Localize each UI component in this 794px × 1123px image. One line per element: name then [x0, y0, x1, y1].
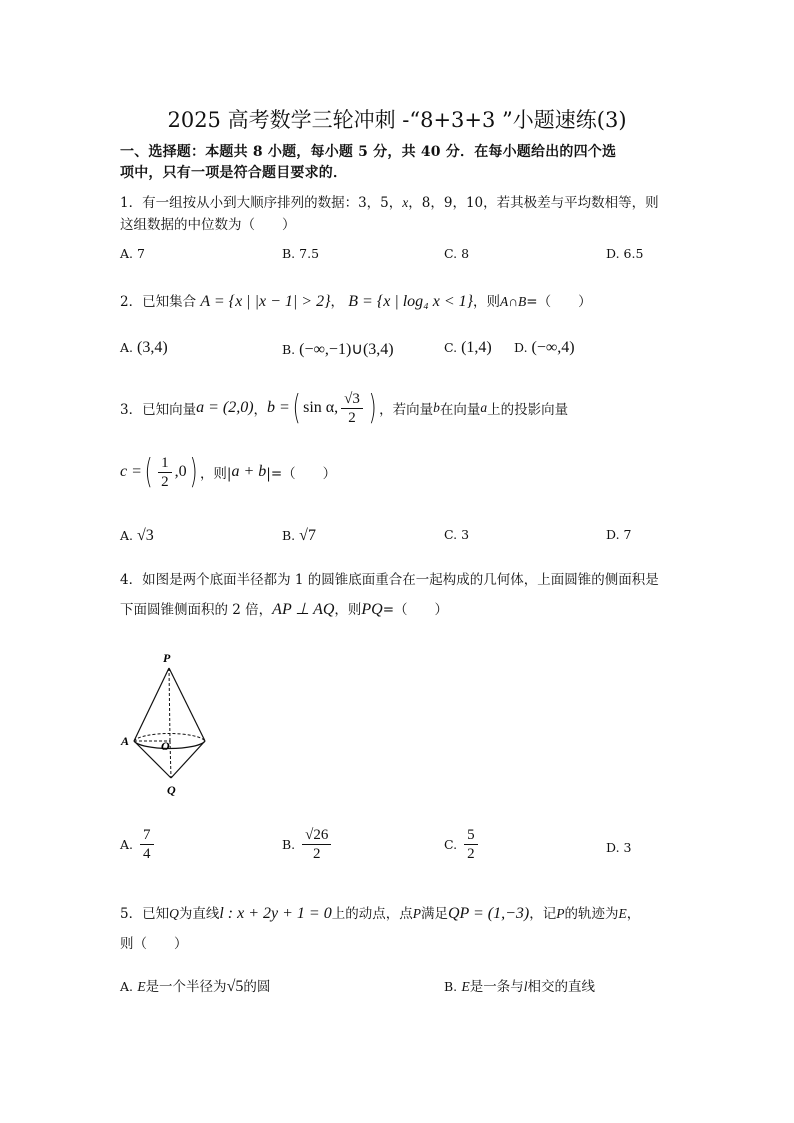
q4-option-c-den: 2 — [467, 846, 475, 862]
q3-option-a-text: √3 — [137, 527, 154, 544]
q5-option-a-var: E — [137, 979, 146, 994]
q5-var-p2: P — [556, 906, 565, 921]
q4-stem-line1: 4．如图是两个底面半径都为 1 的圆锥底面重合在一起构成的几何体，上面圆锥的侧面积是 — [120, 572, 659, 588]
q3-ask-b: |=（ ） — [266, 466, 337, 482]
section-instruction-line1: 一、选择题：本题共 8 小题，每小题 5 分，共 40 分．在每小题给出的四个选 — [120, 144, 617, 160]
q3-vector-b-num: √3 — [341, 390, 363, 409]
q4-text-b: ，则 — [334, 602, 362, 618]
q4-option-a-den: 4 — [143, 846, 151, 862]
q3-var-b: b — [433, 400, 440, 415]
q2-option-c-text: (1,4) — [461, 339, 492, 356]
q4-option-b[interactable] — [282, 826, 334, 863]
double-cone-figure — [115, 648, 225, 798]
q2-option-a[interactable] — [120, 339, 168, 357]
q5-mid4: ，记 — [529, 906, 557, 922]
q2-option-b-text: (−∞,−1)∪(3,4) — [299, 341, 394, 358]
q3-ask-expr: a + b — [231, 463, 267, 480]
page-title: 2025 高考数学三轮冲刺 -“8+3+3 ”小题速练(3) — [167, 108, 627, 132]
q5-var-q: Q — [169, 906, 179, 921]
q4-expr: AP ⊥ AQ — [272, 601, 335, 618]
q5-option-a-end: 的圆 — [243, 979, 271, 995]
q1-option-b-text: 7.5 — [299, 246, 320, 261]
q4-option-a-key: A. — [120, 837, 134, 852]
q3-option-c-key: C. — [444, 527, 458, 542]
label-q: Q — [167, 783, 176, 797]
q3-prefix: 3．已知向量 — [120, 402, 197, 418]
q5-option-b-key: B. — [444, 979, 458, 994]
q3-mid: ，若向量 — [379, 402, 434, 418]
q4-option-a-fraction — [140, 826, 154, 863]
q1-stem-line2: 这组数据的中位数为（ ） — [120, 217, 296, 233]
q3-ask-a: ，则| — [199, 466, 232, 482]
q5-line-equation: l : x + 2y + 1 = 0 — [219, 905, 332, 922]
q3-option-b-key: B. — [282, 528, 296, 543]
q5-end: ， — [626, 906, 641, 922]
q3-stem-line1 — [120, 382, 568, 434]
section-instruction-line2: 项中，只有一项是符合题目要求的． — [120, 165, 348, 181]
q2-sep: ， — [330, 294, 344, 310]
q2-option-a-text: (3,4) — [137, 339, 168, 356]
left-paren-glyph: ( — [144, 452, 153, 492]
q3-option-d[interactable] — [606, 527, 632, 542]
q4-option-c-num: 5 — [464, 826, 478, 845]
q4-text-c: =（ ） — [382, 602, 449, 618]
q5-mid2: 上的动点，点 — [331, 906, 413, 922]
left-paren-glyph: ( — [292, 388, 301, 428]
q5-prefix: 5．已知 — [120, 906, 170, 922]
q2-prefix: 2．已知集合 — [120, 294, 197, 310]
q3-vector-b-fraction — [341, 390, 363, 427]
q1-text-b: ，8，9，10，若其极差与平均数相等，则 — [408, 195, 659, 211]
q3-sep: ， — [253, 402, 268, 418]
label-p: P — [163, 651, 171, 665]
q4-expr2: PQ — [361, 601, 383, 618]
q1-option-c[interactable] — [444, 246, 469, 261]
q3-mid2: 在向量 — [439, 402, 481, 418]
q1-option-b[interactable] — [282, 246, 319, 261]
q2-option-d[interactable] — [514, 339, 575, 357]
q2-option-a-key: A. — [120, 340, 134, 355]
q4-option-d-text: 3 — [623, 840, 632, 855]
q1-option-c-text: 8 — [461, 246, 470, 261]
label-o: O — [161, 739, 170, 753]
q3-tail: 上的投影向量 — [487, 402, 569, 418]
q2-option-d-text: (−∞,4) — [531, 339, 575, 356]
q4-option-b-fraction — [302, 826, 331, 863]
q3-vector-a: a = (2,0) — [196, 399, 254, 416]
q1-stem-line1 — [120, 191, 659, 211]
q1-option-a-key: A. — [120, 246, 134, 261]
q3-var-a: a — [480, 400, 488, 415]
q3-vector-b-den: 2 — [348, 409, 356, 426]
q2-suffix-b: =（ ） — [526, 294, 592, 310]
q1-option-b-key: B. — [282, 246, 296, 261]
q3-vector-c-den: 2 — [161, 473, 169, 490]
q5-stem-line1 — [120, 902, 640, 923]
q3-vector-c-num: 1 — [158, 454, 172, 473]
q3-vector-b-lhs: b = — [267, 399, 290, 416]
q2-set-b: B = {x | log₄ x < 1} — [348, 293, 474, 310]
q2-option-d-key: D. — [514, 340, 528, 355]
q2-option-c[interactable] — [444, 339, 492, 357]
q1-var-x: x — [402, 195, 409, 210]
q2-option-b-key: B. — [282, 342, 296, 357]
q5-option-b-text: 是一条与 — [469, 979, 524, 995]
q5-vector-equation: QP = (1,−3) — [447, 905, 530, 922]
q2-set-a: A = {x | |x − 1| > 2} — [200, 293, 331, 310]
q3-vector-c-tail: ,0 — [174, 463, 187, 480]
q3-option-d-key: D. — [606, 527, 620, 542]
q5-option-a-text: 是一个半径为 — [145, 979, 227, 995]
label-a: A — [121, 734, 130, 748]
q1-text-a: 1．有一组按从小到大顺序排列的数据：3，5， — [120, 195, 403, 211]
q5-var-p: P — [412, 906, 421, 921]
q5-stem-line2: 则（ ） — [120, 936, 188, 952]
q5-option-a-key: A. — [120, 979, 134, 994]
q1-option-d-text: 6.5 — [623, 246, 644, 261]
q2-option-b[interactable] — [282, 339, 394, 359]
q5-mid3: 满足 — [420, 906, 448, 922]
q3-option-a[interactable] — [120, 527, 154, 545]
q4-text-a: 下面圆锥侧面积的 2 倍， — [120, 602, 273, 618]
q3-option-a-key: A. — [120, 528, 134, 543]
q2-option-c-key: C. — [444, 340, 458, 355]
q4-option-c[interactable] — [444, 826, 481, 863]
q5-option-a[interactable] — [120, 975, 270, 996]
q5-var-e: E — [618, 906, 627, 921]
q4-option-b-key: B. — [282, 837, 296, 852]
q2-suffix-a: ，则 — [473, 294, 501, 310]
q4-option-c-key: C. — [444, 837, 458, 852]
q4-option-c-fraction — [464, 826, 478, 863]
q2-stem — [120, 290, 592, 311]
q1-option-a-text: 7 — [137, 246, 145, 261]
q5-mid1: 为直线 — [178, 906, 220, 922]
q3-vector-b-first: sin α, — [303, 399, 339, 416]
q5-option-b-l: l — [523, 979, 528, 994]
q4-option-a-num: 7 — [140, 826, 154, 845]
q4-option-b-num: √26 — [302, 826, 331, 845]
q5-option-b[interactable] — [444, 975, 595, 995]
q5-option-a-value: √5 — [226, 978, 244, 995]
q1-option-d[interactable] — [606, 246, 643, 261]
q3-option-c-text: 3 — [461, 527, 470, 542]
q4-option-d-key: D. — [606, 840, 620, 855]
q1-option-d-key: D. — [606, 246, 620, 261]
q3-vector-c-fraction — [158, 454, 172, 491]
q3-vector-c-lhs: c = — [120, 463, 142, 480]
q3-stem-line2 — [120, 448, 336, 496]
q1-option-c-key: C. — [444, 246, 458, 261]
q4-stem-line2 — [120, 598, 448, 619]
q2-expr: A∩B — [500, 294, 527, 309]
q3-option-c[interactable] — [444, 527, 469, 542]
q1-option-a[interactable] — [120, 246, 145, 261]
q3-option-b-text: √7 — [299, 527, 316, 544]
q3-option-b[interactable] — [282, 527, 316, 545]
q4-option-b-den: 2 — [313, 846, 321, 862]
q5-option-b-var: E — [461, 979, 470, 994]
q5-option-b-end: 相交的直线 — [527, 979, 595, 995]
right-paren-glyph: ) — [368, 388, 377, 428]
q4-option-a[interactable] — [120, 826, 157, 863]
q3-option-d-text: 7 — [623, 527, 632, 542]
right-paren-glyph: ) — [189, 452, 198, 492]
q4-option-d[interactable] — [606, 840, 632, 855]
q5-mid5: 的轨迹为 — [564, 906, 619, 922]
